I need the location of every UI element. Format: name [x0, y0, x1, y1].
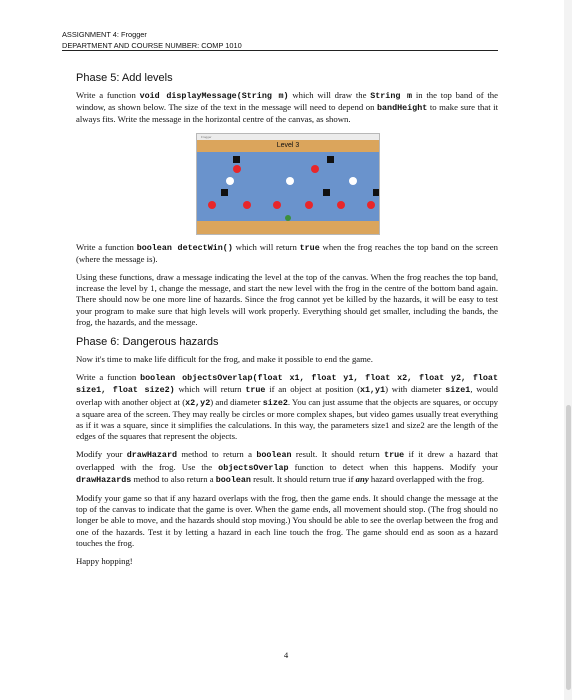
- phase6-heading: Phase 6: Dangerous hazards: [76, 336, 219, 349]
- window-title: Frogger: [201, 134, 212, 139]
- phase6-paragraph-5: Happy hopping!: [76, 556, 133, 567]
- phase5-paragraph-2: Write a function boolean detectWin() which will return true when the frog reaches the top band on the screen (where the message is).: [76, 241, 498, 264]
- phase5-paragraph-1: Write a function void displayMessage(String m) which will draw the String m in the top band of the window, as shown below. The size of the text in the message will need to depend on bandHeight to make sure that it always fits. Write the message in the horizontal centre of the canvas, as shown.: [76, 90, 499, 125]
- scrollbar-thumb[interactable]: [566, 405, 571, 690]
- hazard-square: [373, 189, 380, 196]
- scrollbar-track[interactable]: [564, 0, 572, 700]
- level-message: Level 3: [276, 141, 300, 149]
- bottom-band: [197, 221, 379, 234]
- game-canvas: [196, 133, 380, 235]
- hazard-square: [233, 156, 240, 163]
- hazard-circle: [311, 165, 319, 173]
- page-number: 4: [283, 650, 289, 660]
- assignment-title: ASSIGNMENT 4: Frogger: [62, 30, 147, 39]
- phase5-paragraph-3: Using these functions, draw a message indicating the level at the top of the canvas. When the frog reaches the top band, increase the level by 1, change the message, and start the new level with the frog in the centre of the bottom band again. There should now be one more line of hazards. Since the frog cannot yet be killed by the hazards, it will be easy to test your program to make sure that high levels will work properly. Everything should get smaller, including the bands, the frog, the hazards, and the message.: [76, 272, 498, 327]
- hazard-circle: [349, 177, 357, 185]
- phase6-paragraph-4: Modify your game so that if any hazard overlaps with the frog, then the game ends. It should change the message at the top of the canvas to indicate that the game is over. When the game ends, all movement should stop. (The frog should no longer be able to move, and the hazards should stop moving.) You should be able to see the overlap between the frog and one of the hazards. Test it by letting a hazard in each line touch the frog. The game should end as soon as a hazard touches the frog.: [76, 493, 498, 548]
- phase6-paragraph-1: Now it's time to make life difficult for the frog, and make it possible to end the game.: [76, 354, 373, 365]
- hazard-circle: [367, 201, 375, 209]
- hazard-circle: [208, 201, 216, 209]
- phase6-paragraph-2: Write a function boolean objectsOverlap(float x1, float y1, float x2, float y2, float size1, float size2) which will return true if an object at position (x1,y1) with diameter size1, would overlap with another object at (x2,y2) and diameter size2. You can just assume that the objects are squares, or occupy a square area of the screen. They may really be circles or more complex shapes, but video games usually treat everything as if it was a square, since it simplifies the calculations. In this way, the parameters size1 and size2 are the length of the edges of the squares that represent the objects.: [76, 372, 499, 442]
- department-line: DEPARTMENT AND COURSE NUMBER: COMP 1010: [62, 41, 242, 50]
- hazard-circle: [226, 177, 234, 185]
- hazard-square: [323, 189, 330, 196]
- hazard-circle: [273, 201, 281, 209]
- phase5-heading: Phase 5: Add levels: [76, 72, 173, 84]
- hazard-circle: [337, 201, 345, 209]
- hazard-square: [327, 156, 334, 163]
- hazard-circle: [243, 201, 251, 209]
- hazard-circle: [305, 201, 313, 209]
- phase6-paragraph-3: Modify your drawHazard method to return a boolean result. It should return true if it drew a hazard that overlapped with the frog. Use the objectsOverlap function to detect when this happens. Modify your drawHazards method to also return a boolean result. It should return true if any hazard overlapped with the frog.: [76, 449, 498, 485]
- hazard-circle: [286, 177, 294, 185]
- header-divider: [62, 50, 498, 51]
- document-body: [76, 71, 498, 574]
- level-screenshot-figure: [196, 133, 378, 233]
- hazard-square: [221, 189, 228, 196]
- frog: [285, 215, 291, 221]
- page-header: [62, 29, 498, 51]
- hazard-circle: [233, 165, 241, 173]
